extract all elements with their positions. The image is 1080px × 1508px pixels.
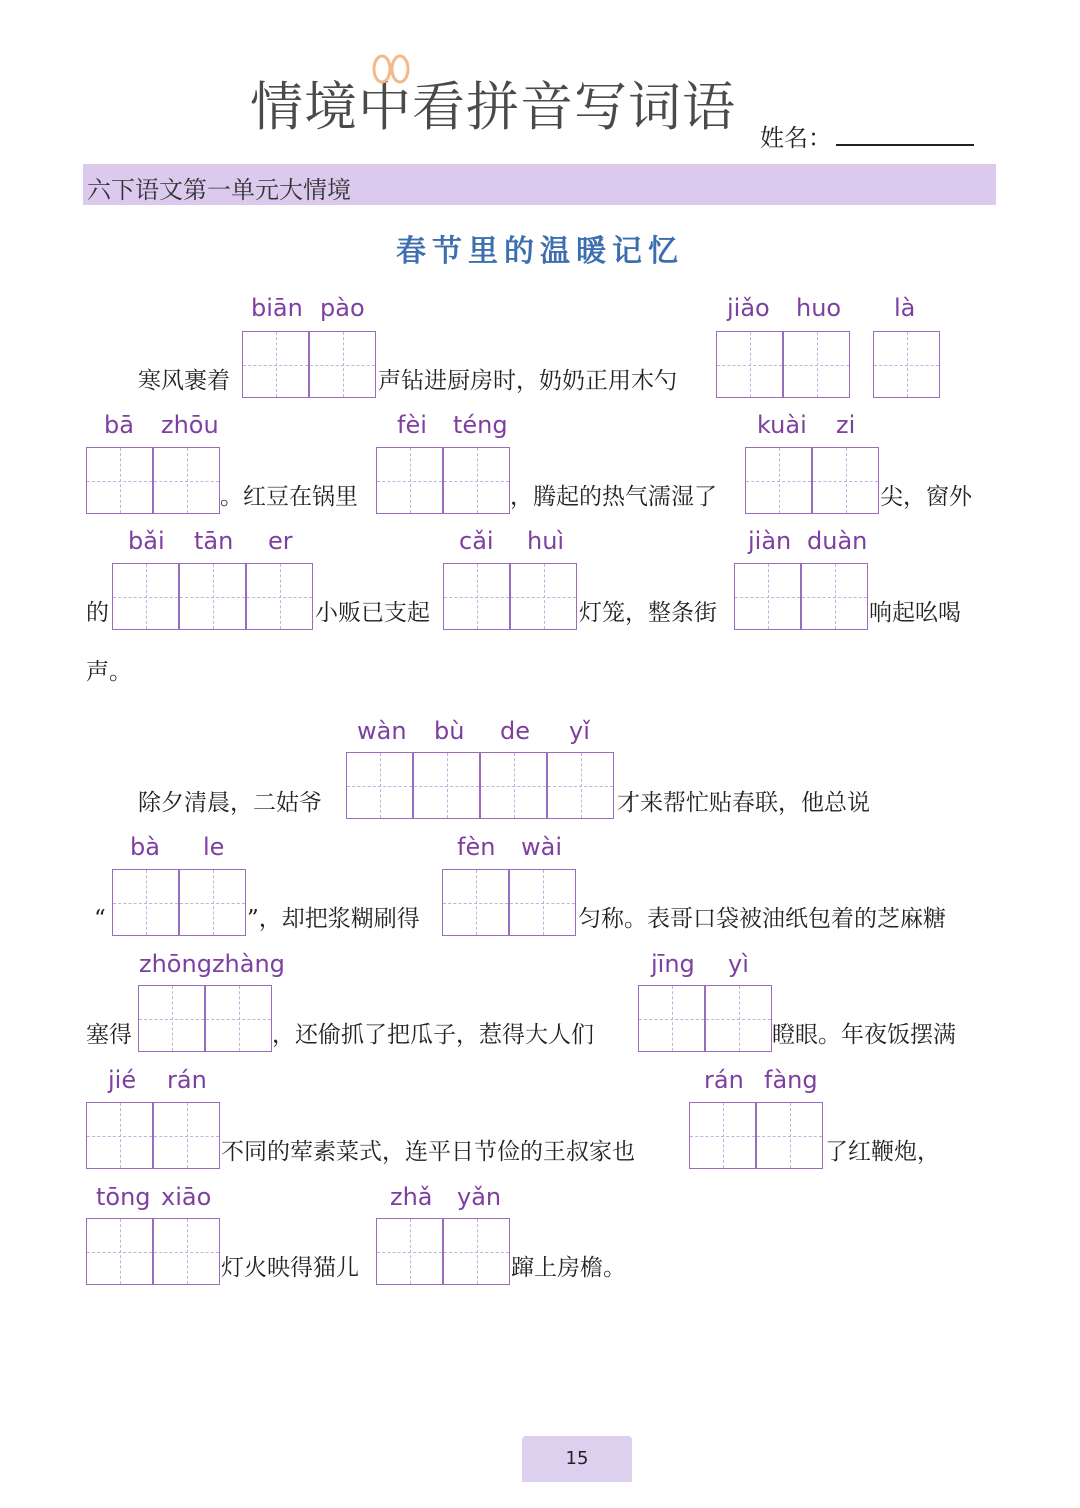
writing-box[interactable]: [112, 563, 179, 630]
sentence-text: 了红鞭炮，: [825, 1139, 940, 1165]
pinyin: pào: [320, 294, 365, 322]
writing-box[interactable]: [153, 447, 220, 514]
pinyin: le: [203, 833, 225, 861]
writing-box[interactable]: [756, 1102, 823, 1169]
writing-box[interactable]: [801, 563, 868, 630]
writing-box[interactable]: [689, 1102, 756, 1169]
pinyin: huì: [527, 527, 565, 555]
pinyin: zhōu: [161, 411, 219, 439]
writing-box[interactable]: [783, 331, 850, 398]
writing-box[interactable]: [205, 985, 272, 1052]
sentence-text: ，腾起的热气濡湿了: [510, 484, 717, 510]
writing-box[interactable]: [153, 1102, 220, 1169]
sentence-text: 不同的荤素菜式，连平日节俭的王叔家也: [221, 1139, 635, 1165]
pinyin: là: [894, 294, 916, 322]
pinyin: fèn: [457, 833, 496, 861]
writing-box[interactable]: [745, 447, 812, 514]
pinyin: jiàn: [748, 527, 792, 555]
story-title: 春节里的温暖记忆: [396, 234, 684, 269]
pinyin: jiǎo: [727, 294, 770, 322]
pinyin: huo: [796, 294, 842, 322]
writing-box[interactable]: [86, 447, 153, 514]
worksheet-title: 情境中看拼音写词语: [250, 77, 736, 138]
pinyin: rán: [704, 1066, 744, 1094]
writing-box[interactable]: [705, 985, 772, 1052]
writing-box[interactable]: [346, 752, 413, 819]
sentence-text: ”，却把浆糊刷得: [247, 906, 420, 932]
pinyin: rán: [167, 1066, 207, 1094]
writing-box[interactable]: [376, 1218, 443, 1285]
pinyin: zhōngzhàng: [139, 950, 285, 978]
unit-banner: [83, 164, 996, 205]
writing-box[interactable]: [734, 563, 801, 630]
writing-box[interactable]: [443, 1218, 510, 1285]
pinyin: zi: [836, 411, 856, 439]
sentence-text: 声。: [86, 659, 132, 685]
name-blank-line[interactable]: [836, 144, 974, 146]
pinyin: bā: [104, 411, 134, 439]
pinyin: de: [500, 717, 530, 745]
pinyin: biān: [251, 294, 303, 322]
pinyin: fèi: [397, 411, 427, 439]
writing-box[interactable]: [638, 985, 705, 1052]
pinyin: yì: [728, 950, 749, 978]
pinyin: wàn: [357, 717, 407, 745]
pinyin: bù: [434, 717, 465, 745]
name-label: 姓名：: [760, 124, 832, 152]
writing-box[interactable]: [547, 752, 614, 819]
pinyin: xiāo: [161, 1183, 212, 1211]
writing-box[interactable]: [246, 563, 313, 630]
writing-box[interactable]: [812, 447, 879, 514]
pinyin: fàng: [764, 1066, 818, 1094]
sentence-text: 灯火映得猫儿: [221, 1255, 359, 1281]
sentence-text: 塞得: [86, 1022, 132, 1048]
page-number-tab: [522, 1436, 632, 1482]
writing-box[interactable]: [716, 331, 783, 398]
pinyin: duàn: [807, 527, 868, 555]
pinyin: kuài: [757, 411, 807, 439]
sentence-text: 灯笼，整条街: [579, 600, 717, 626]
writing-box[interactable]: [242, 331, 309, 398]
sentence-text: 尖，窗外: [880, 484, 972, 510]
sentence-text: 响起吆喝: [869, 600, 961, 626]
rabbit-ears-decoration-icon: [368, 54, 414, 84]
pinyin: wài: [521, 833, 563, 861]
pinyin: yǎn: [457, 1183, 502, 1211]
writing-box[interactable]: [480, 752, 547, 819]
pinyin: cǎi: [459, 527, 494, 555]
writing-box[interactable]: [510, 563, 577, 630]
writing-box[interactable]: [873, 331, 940, 398]
sentence-text: 匀称。表哥口袋被油纸包着的芝麻糖: [578, 906, 946, 932]
pinyin: téng: [453, 411, 508, 439]
banner-text: 六下语文第一单元大情境: [87, 176, 351, 204]
writing-box[interactable]: [86, 1218, 153, 1285]
writing-box[interactable]: [309, 331, 376, 398]
sentence-text: 。红豆在锅里: [220, 484, 358, 510]
pinyin: bǎi: [128, 527, 165, 555]
writing-box[interactable]: [376, 447, 443, 514]
writing-box[interactable]: [112, 869, 179, 936]
sentence-text: 声钻进厨房时，奶奶正用木勺: [378, 368, 677, 394]
sentence-text: 才来帮忙贴春联，他总说: [617, 790, 870, 816]
pinyin: zhǎ: [390, 1183, 433, 1211]
pinyin: jié: [108, 1066, 137, 1094]
sentence-text: 的: [86, 600, 109, 626]
writing-box[interactable]: [179, 563, 246, 630]
sentence-text: 蹿上房檐。: [511, 1255, 626, 1281]
sentence-text: ，还偷抓了把瓜子，惹得大人们: [272, 1022, 594, 1048]
sentence-text: “: [94, 906, 106, 932]
sentence-text: 除夕清晨，二姑爷: [138, 790, 322, 816]
writing-box[interactable]: [443, 447, 510, 514]
writing-box[interactable]: [179, 869, 246, 936]
writing-box[interactable]: [442, 869, 509, 936]
writing-box[interactable]: [138, 985, 205, 1052]
pinyin: er: [268, 527, 293, 555]
pinyin: tān: [194, 527, 234, 555]
pinyin: yǐ: [569, 717, 590, 745]
pinyin: bà: [130, 833, 160, 861]
sentence-text: 瞪眼。年夜饭摆满: [772, 1022, 956, 1048]
writing-box[interactable]: [86, 1102, 153, 1169]
pinyin: jīng: [651, 950, 695, 978]
sentence-text: 寒风裹着: [138, 368, 230, 394]
sentence-text: 小贩已支起: [315, 600, 430, 626]
page-number: 15: [565, 1448, 589, 1469]
writing-box[interactable]: [509, 869, 576, 936]
writing-box[interactable]: [443, 563, 510, 630]
writing-box[interactable]: [153, 1218, 220, 1285]
writing-box[interactable]: [413, 752, 480, 819]
pinyin: tōng: [96, 1183, 151, 1211]
